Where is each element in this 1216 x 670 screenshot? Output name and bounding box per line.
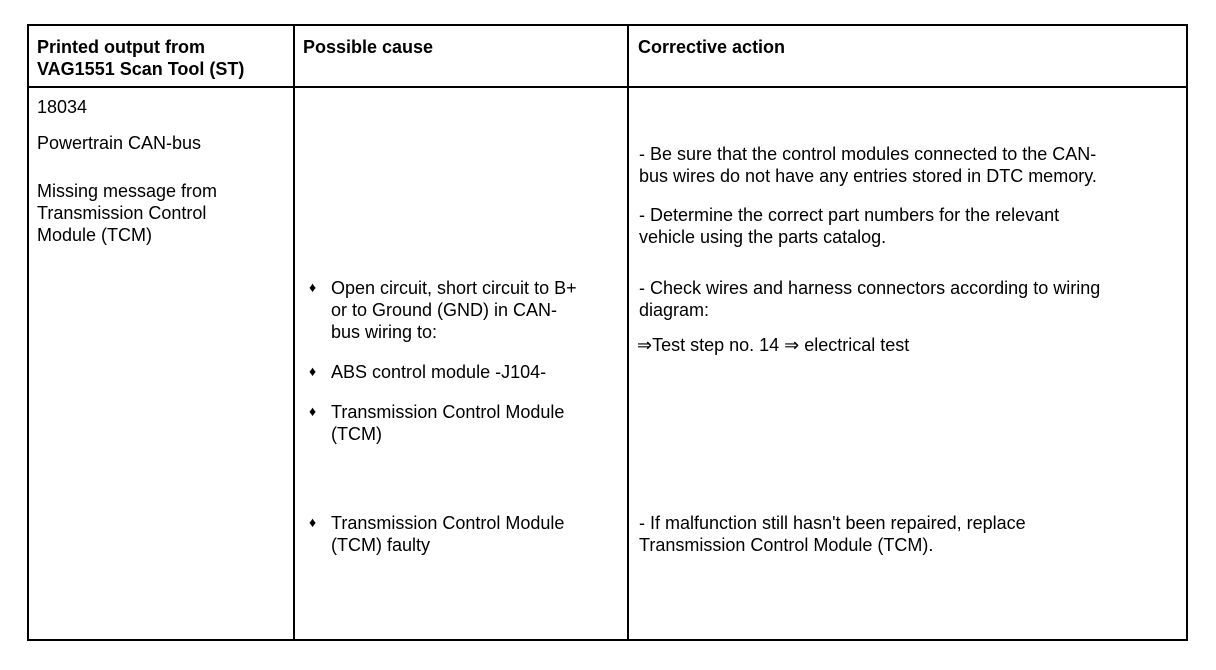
possible-cause-item bbox=[331, 512, 564, 556]
action-line: - Be sure that the control modules connected to the CAN- bbox=[639, 144, 1097, 164]
test-step-link[interactable] bbox=[637, 334, 909, 356]
fault-description bbox=[37, 180, 217, 246]
corrective-action-item bbox=[639, 143, 1097, 187]
action-line: Transmission Control Module (TCM). bbox=[639, 535, 934, 555]
action-line[interactable]: ⇒Test step no. 14 ⇒ electrical test bbox=[637, 335, 910, 355]
bullet-icon: ♦ bbox=[309, 363, 317, 379]
action-line: - Check wires and harness connectors according to wiring bbox=[639, 278, 1101, 298]
action-line: - Determine the correct part numbers for the relevant bbox=[639, 205, 1060, 225]
column-divider-2 bbox=[627, 26, 629, 639]
header-divider bbox=[29, 86, 1186, 88]
bullet-icon: ♦ bbox=[309, 514, 317, 530]
column-divider-1 bbox=[293, 26, 295, 639]
header-possible-cause: Possible cause bbox=[303, 37, 434, 57]
fault-description-line: Module (TCM) bbox=[37, 225, 153, 245]
corrective-action-item bbox=[639, 204, 1059, 248]
cause-line: (TCM) faulty bbox=[331, 535, 430, 555]
fault-description-line: Transmission Control bbox=[37, 203, 207, 223]
cause-line: or to Ground (GND) in CAN- bbox=[331, 300, 558, 320]
bullet-icon: ♦ bbox=[309, 403, 317, 419]
header-printed-output-line2: VAG1551 Scan Tool (ST) bbox=[37, 59, 245, 79]
fault-code: 18034 bbox=[37, 97, 88, 117]
action-line: - If malfunction still hasn't been repaired, replace bbox=[639, 513, 1026, 533]
fault-system: Powertrain CAN-bus bbox=[37, 133, 202, 153]
cause-line: ABS control module -J104- bbox=[331, 362, 547, 382]
action-line: bus wires do not have any entries stored in DTC memory. bbox=[639, 166, 1097, 186]
header-corrective-action: Corrective action bbox=[638, 37, 786, 57]
fault-description-line: Missing message from bbox=[37, 181, 218, 201]
diagnostic-table bbox=[27, 24, 1188, 641]
action-line: diagram: bbox=[639, 300, 710, 320]
corrective-action-item bbox=[639, 512, 1026, 556]
cause-line: Open circuit, short circuit to B+ bbox=[331, 278, 577, 298]
possible-cause-item bbox=[331, 361, 546, 383]
possible-cause-item bbox=[331, 277, 577, 343]
header-printed-output bbox=[37, 36, 244, 80]
header-printed-output-line1: Printed output from bbox=[37, 37, 205, 57]
action-line: vehicle using the parts catalog. bbox=[639, 227, 887, 247]
cause-line: Transmission Control Module bbox=[331, 402, 565, 422]
possible-cause-item bbox=[331, 401, 564, 445]
cause-line: (TCM) bbox=[331, 424, 382, 444]
corrective-action-item bbox=[639, 277, 1100, 321]
cause-line: bus wiring to: bbox=[331, 322, 438, 342]
cause-line: Transmission Control Module bbox=[331, 513, 565, 533]
bullet-icon: ♦ bbox=[309, 279, 317, 295]
